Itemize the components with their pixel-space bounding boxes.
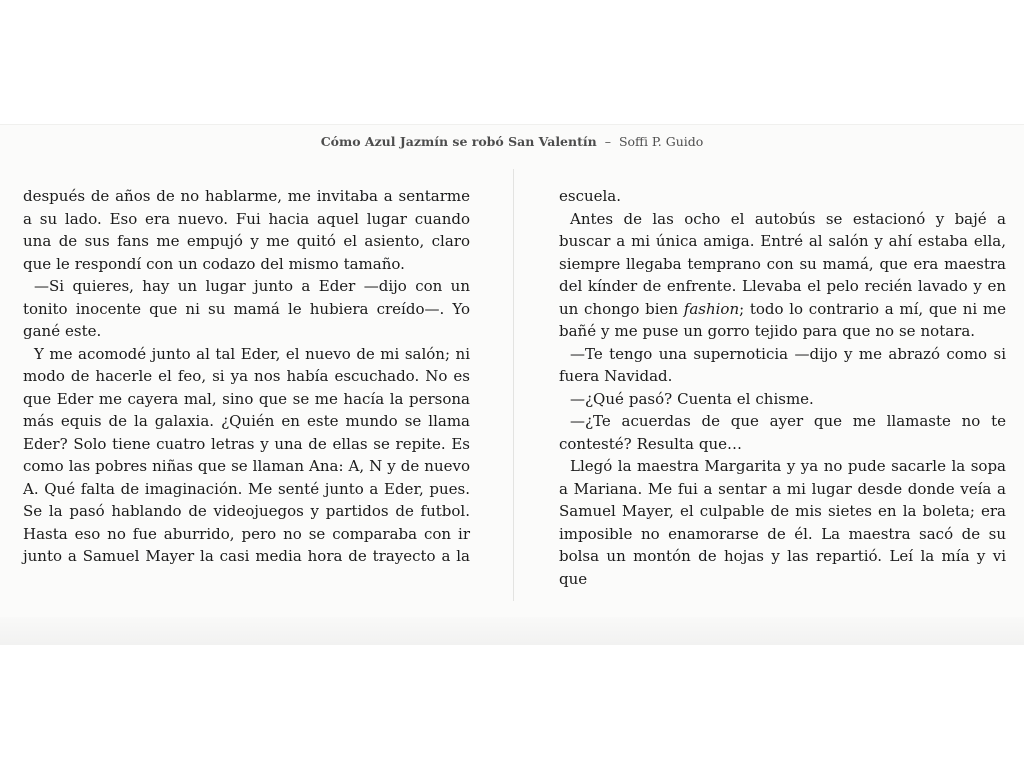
reader-footer-shade	[0, 617, 1024, 645]
paragraph	[559, 208, 1006, 343]
left-page-text	[23, 185, 470, 568]
paragraph: escuela.	[559, 187, 622, 205]
running-header	[0, 134, 1024, 149]
paragraph-text: ; todo lo contrario a mí, que ni me bañé y me puse un gorro tejido para que no se notara.	[559, 299, 1006, 340]
italic-word: fashion	[683, 299, 740, 318]
paragraph: Y me acomodé junto al tal Eder, el nuevo de mi salón; ni modo de hacerle el feo, si ya nos había escuchado. No es que Eder me cayera mal, sino que se me hacía la persona más equis de la galaxia. ¿Quién en este mundo se llama Eder? Solo tiene cuatro letras y una de ellas se repite. Es como las pobres niñas que se llaman Ana: A, N y de nuevo A. Qué falta de imaginación. Me senté junto a Eder, pues. Se la pasó hablando de videojuegos y partidos de futbol. Hasta eso no fue aburrido, pero no se comparaba con ir junto a Samuel Mayer la casi media hora de trayecto a la	[23, 344, 470, 565]
book-author: Soffi P. Guido	[618, 134, 704, 149]
page-divider	[513, 169, 514, 601]
book-title: Cómo Azul Jazmín se robó San Valentín	[320, 134, 597, 149]
paragraph-text: Antes de las ocho el autobús se estacionó y bajé a buscar a mi única amiga. Entré al salón y ahí estaba ella, siempre llegaba temprano con su mamá, que era maestra del kínder de enfrente. Llevaba el pelo recién lavado y en un chongo bien	[559, 209, 1006, 318]
right-page-text	[559, 185, 1006, 590]
paragraph: —Te tengo una supernoticia —dijo y me abrazó como si fuera Navidad.	[559, 344, 1006, 385]
paragraph: Llegó la maestra Margarita y ya no pude sacarle la sopa a Mariana. Me fui a sentar a mi lugar desde donde veía a Samuel Mayer, el culpable de mis sietes en la boleta; era imposible no enamorarse de él. La maestra sacó de su bolsa un montón de hojas y las repartió. Leí la mía y vi que	[559, 457, 1006, 588]
paragraph: —¿Qué pasó? Cuenta el chisme.	[570, 389, 814, 408]
reader-view[interactable]	[0, 124, 1024, 645]
paragraph: después de años de no hablarme, me invitaba a sentarme a su lado. Eso era nuevo. Fui hacia aquel lugar cuando una de sus fans me empujó y me quitó el asiento, claro que le respondí con un codazo del mismo tamaño.	[23, 187, 470, 273]
header-separator: –	[604, 134, 611, 149]
paragraph: —Si quieres, hay un lugar junto a Eder —dijo con un tonito inocente que ni su mamá le hubiera creído—. Yo gané este.	[23, 277, 470, 340]
paragraph: —¿Te acuerdas de que ayer que me llamaste no te contesté? Resulta que…	[559, 412, 1006, 453]
